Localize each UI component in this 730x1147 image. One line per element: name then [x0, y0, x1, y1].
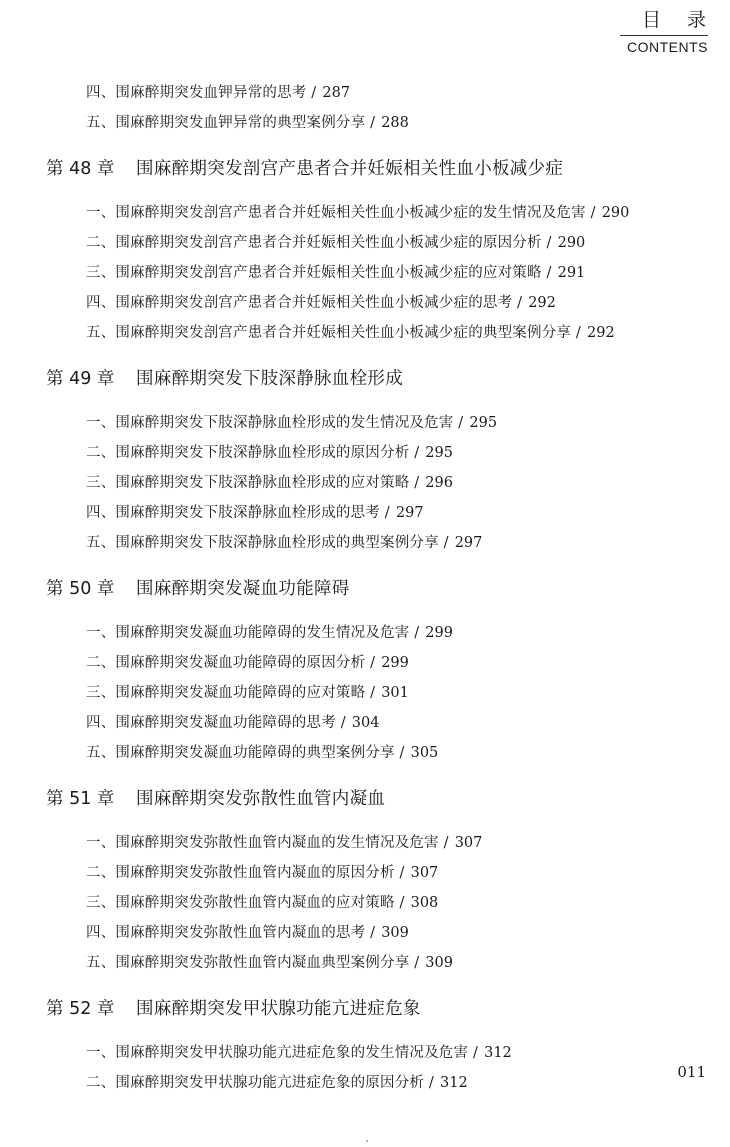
toc-entry[interactable]: [0, 438, 730, 468]
toc-entry-title: 三、围麻醉期突发剖宫产患者合并妊娠相关性血小板减少症的应对策略 /: [86, 265, 552, 281]
chapter-heading[interactable]: [0, 149, 730, 189]
toc-entry-title: 三、围麻醉期突发弥散性血管内凝血的应对策略 /: [86, 895, 405, 911]
toc-entry[interactable]: [0, 528, 730, 558]
chapter-number: 第 48 章: [46, 159, 115, 179]
toc-entry-title: 五、围麻醉期突发凝血功能障碍的典型案例分享 /: [86, 745, 405, 761]
toc-entry-title: 一、围麻醉期突发下肢深静脉血栓形成的发生情况及危害 /: [86, 415, 464, 431]
toc-entry-title: 三、围麻醉期突发凝血功能障碍的应对策略 /: [86, 685, 376, 701]
toc-entry-title: 一、围麻醉期突发弥散性血管内凝血的发生情况及危害 /: [86, 835, 449, 851]
toc-entry-title: 三、围麻醉期突发下肢深静脉血栓形成的应对策略 /: [86, 475, 420, 491]
toc-entry[interactable]: [0, 198, 730, 228]
toc-entry-title: 二、围麻醉期突发弥散性血管内凝血的原因分析 /: [86, 865, 405, 881]
header-rule: [620, 35, 708, 36]
toc-entry-page: 309: [381, 925, 409, 941]
scan-dot: [366, 1140, 368, 1142]
chapter-number: 第 51 章: [46, 789, 115, 809]
chapter-heading[interactable]: [0, 569, 730, 609]
toc-entry[interactable]: [0, 1038, 730, 1068]
toc-entry-page: 295: [425, 445, 453, 461]
toc-entry-page: 287: [322, 85, 351, 101]
toc-entry[interactable]: [0, 708, 730, 738]
toc-entry[interactable]: [0, 468, 730, 498]
header-title: 目 录: [641, 9, 716, 31]
toc-entry-page: 299: [425, 625, 453, 641]
page-number: 011: [677, 1063, 706, 1081]
chapter-title: 围麻醉期突发剖宫产患者合并妊娠相关性血小板减少症: [136, 159, 564, 179]
toc-entry-title: 四、围麻醉期突发凝血功能障碍的思考 /: [86, 715, 346, 731]
toc-entry[interactable]: [0, 618, 730, 648]
toc-entry-title: 二、围麻醉期突发凝血功能障碍的原因分析 /: [86, 655, 376, 671]
chapter-title: 围麻醉期突发凝血功能障碍: [136, 579, 350, 599]
toc-entry[interactable]: [0, 108, 730, 138]
chapter-title: 围麻醉期突发甲状腺功能亢进症危象: [136, 999, 421, 1019]
toc-entry-title: 二、围麻醉期突发剖宫产患者合并妊娠相关性血小板减少症的原因分析 /: [86, 235, 552, 251]
toc-entry-page: 305: [410, 745, 439, 761]
chapter-number: 第 52 章: [46, 999, 115, 1019]
toc-entry[interactable]: [0, 498, 730, 528]
toc-entry-page: 299: [381, 655, 409, 671]
toc-entry[interactable]: [0, 828, 730, 858]
chapter-title: 围麻醉期突发下肢深静脉血栓形成: [136, 369, 403, 389]
chapter-heading[interactable]: [0, 779, 730, 819]
toc-entry-page: 297: [454, 535, 483, 551]
toc-entry-page: 307: [410, 865, 439, 881]
chapter-number: 第 50 章: [46, 579, 115, 599]
table-of-contents: [0, 78, 730, 1098]
toc-entry-page: 312: [484, 1045, 512, 1061]
chapter-title: 围麻醉期突发弥散性血管内凝血: [136, 789, 386, 809]
chapter-number: 第 49 章: [46, 369, 115, 389]
toc-entry-title: 五、围麻醉期突发剖宫产患者合并妊娠相关性血小板减少症的典型案例分享 /: [86, 325, 581, 341]
toc-entry-page: 290: [601, 205, 630, 221]
toc-entry[interactable]: [0, 888, 730, 918]
toc-entry-page: 290: [557, 235, 586, 251]
toc-entry-title: 一、围麻醉期突发剖宫产患者合并妊娠相关性血小板减少症的发生情况及危害 /: [86, 205, 596, 221]
toc-entry-title: 一、围麻醉期突发甲状腺功能亢进症危象的发生情况及危害 /: [86, 1045, 479, 1061]
toc-entry-title: 二、围麻醉期突发甲状腺功能亢进症危象的原因分析 /: [86, 1075, 434, 1091]
toc-entry[interactable]: [0, 648, 730, 678]
toc-entry-page: 295: [469, 415, 498, 431]
toc-entry[interactable]: [0, 918, 730, 948]
toc-entry[interactable]: [0, 228, 730, 258]
chapter-heading[interactable]: [0, 989, 730, 1029]
toc-entry-page: 304: [351, 715, 380, 731]
running-header: [620, 8, 716, 55]
toc-entry-page: 297: [395, 505, 424, 521]
toc-entry-page: 308: [410, 895, 439, 911]
toc-entry[interactable]: [0, 1068, 730, 1098]
toc-entry-title: 四、围麻醉期突发血钾异常的思考 /: [86, 85, 317, 101]
toc-entry[interactable]: [0, 408, 730, 438]
toc-entry[interactable]: [0, 288, 730, 318]
toc-entry[interactable]: [0, 318, 730, 348]
toc-entry-title: 四、围麻醉期突发弥散性血管内凝血的思考 /: [86, 925, 376, 941]
toc-entry-page: 301: [381, 685, 409, 701]
toc-entry-title: 二、围麻醉期突发下肢深静脉血栓形成的原因分析 /: [86, 445, 420, 461]
toc-entry[interactable]: [0, 948, 730, 978]
toc-entry-page: 296: [425, 475, 453, 491]
chapter-heading[interactable]: [0, 359, 730, 399]
toc-entry[interactable]: [0, 738, 730, 768]
toc-entry-page: 292: [528, 295, 556, 311]
header-subtitle: CONTENTS: [627, 39, 708, 55]
toc-entry-page: 312: [440, 1075, 468, 1091]
toc-entry-title: 一、围麻醉期突发凝血功能障碍的发生情况及危害 /: [86, 625, 420, 641]
toc-entry-title: 五、围麻醉期突发下肢深静脉血栓形成的典型案例分享 /: [86, 535, 449, 551]
toc-entry[interactable]: [0, 258, 730, 288]
toc-entry-title: 四、围麻醉期突发下肢深静脉血栓形成的思考 /: [86, 505, 390, 521]
toc-entry-page: 292: [587, 325, 615, 341]
toc-entry[interactable]: [0, 678, 730, 708]
toc-entry-title: 五、围麻醉期突发弥散性血管内凝血典型案例分享 /: [86, 955, 420, 971]
toc-entry-page: 307: [454, 835, 483, 851]
toc-entry-title: 四、围麻醉期突发剖宫产患者合并妊娠相关性血小板减少症的思考 /: [86, 295, 523, 311]
toc-entry[interactable]: [0, 78, 730, 108]
toc-entry-title: 五、围麻醉期突发血钾异常的典型案例分享 /: [86, 115, 376, 131]
toc-entry-page: 309: [425, 955, 453, 971]
toc-entry[interactable]: [0, 858, 730, 888]
toc-entry-page: 288: [381, 115, 409, 131]
toc-entry-page: 291: [557, 265, 586, 281]
